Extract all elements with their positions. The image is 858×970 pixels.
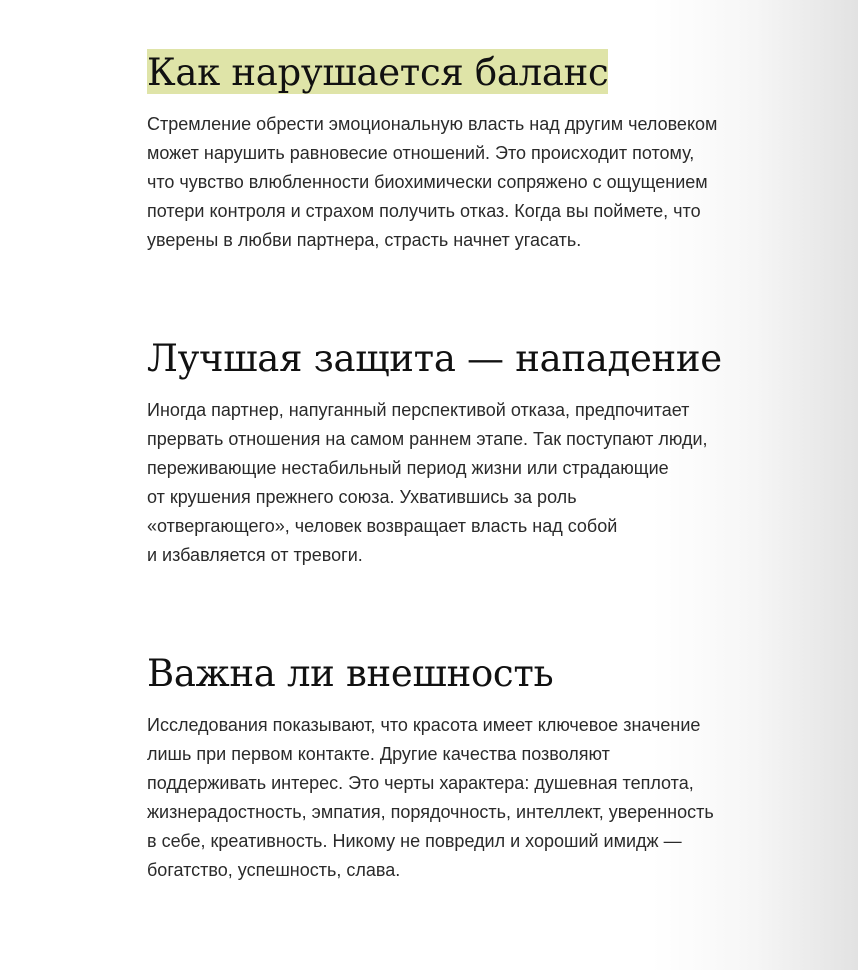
paragraph-line: поддерживать интерес. Это черты характера: душевная теплота, <box>147 773 694 793</box>
article <box>147 48 807 885</box>
section-defense <box>147 334 807 570</box>
paragraph-line: Стремление обрести эмоциональную власть над другим человеком <box>147 114 718 134</box>
paragraph-line: прервать отношения на самом раннем этапе. Так поступают люди, <box>147 429 708 449</box>
section-heading: Лучшая защита — нападение <box>147 337 722 380</box>
paragraph-line: что чувство влюбленности биохимически сопряжено с ощущением <box>147 172 708 192</box>
section-paragraph <box>147 711 807 885</box>
heading-highlight: Как нарушается баланс <box>147 51 609 94</box>
paragraph-line: в себе, креативность. Никому не повредил и хороший имидж — <box>147 831 682 851</box>
section-balance <box>147 48 807 255</box>
paragraph-line: и избавляется от тревоги. <box>147 545 363 565</box>
section-paragraph <box>147 396 807 570</box>
paragraph-line: Исследования показывают, что красота имеет ключевое значение <box>147 715 701 735</box>
paragraph-line: переживающие нестабильный период жизни или страдающие <box>147 458 669 478</box>
paragraph-line: может нарушить равновесие отношений. Это происходит потому, <box>147 143 695 163</box>
paragraph-line: потери контроля и страхом получить отказ. Когда вы поймете, что <box>147 201 701 221</box>
section-heading <box>147 48 807 98</box>
paragraph-line: «отвергающего», человек возвращает власть над собой <box>147 516 618 536</box>
paragraph-line: от крушения прежнего союза. Ухватившись за роль <box>147 487 577 507</box>
section-paragraph <box>147 110 807 255</box>
section-appearance <box>147 649 807 885</box>
paragraph-line: Иногда партнер, напуганный перспективой отказа, предпочитает <box>147 400 690 420</box>
paragraph-line: жизнерадостность, эмпатия, порядочность, интеллект, уверенность <box>147 802 714 822</box>
paragraph-line: уверены в любви партнера, страсть начнет угасать. <box>147 230 582 250</box>
section-heading: Важна ли внешность <box>147 652 554 695</box>
paragraph-line: лишь при первом контакте. Другие качества позволяют <box>147 744 610 764</box>
paragraph-line: богатство, успешность, слава. <box>147 860 401 880</box>
